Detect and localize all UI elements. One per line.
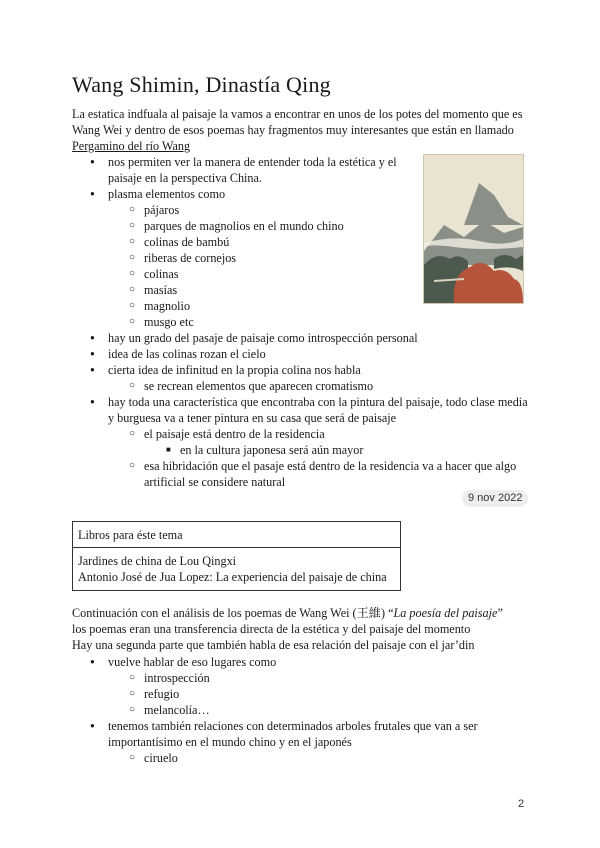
- list-item: ● hay toda una característica que encontraba con la pintura del paisaje, todo clase media: [72, 394, 542, 410]
- intro-paragraph: [72, 106, 532, 154]
- pergamino-link[interactable]: Pergamino del río Wang: [72, 139, 191, 153]
- list-item: ○ melancolía…: [72, 702, 542, 718]
- list-item: ○ colinas: [72, 266, 542, 282]
- list-item: ● nos permiten ver la manera de entender toda la estética y el: [72, 154, 542, 170]
- list-item: ○ pájaros: [72, 202, 542, 218]
- continuation-text: Continuación con el análisis de los poemas de Wang Wei (王維) “: [72, 606, 394, 620]
- list-item: ○ ciruelo: [72, 750, 542, 766]
- list-item: ● vuelve hablar de eso lugares como: [72, 654, 542, 670]
- list-item: ○ refugio: [72, 686, 542, 702]
- list-item: ● tenemos también relaciones con determinados arboles frutales que van a ser: [72, 718, 542, 734]
- books-table-body: [73, 548, 400, 590]
- bullet-list-main: [72, 154, 542, 490]
- poem-title: La poesía del paisaje: [393, 606, 498, 620]
- list-item: ○ colinas de bambú: [72, 234, 542, 250]
- list-item: y burguesa va a tener pintura en su casa que será de paisaje: [108, 411, 397, 425]
- list-item: ● idea de las colinas rozan el cielo: [72, 346, 542, 362]
- books-table: [72, 521, 401, 591]
- continuation-line: los poemas eran una transferencia directa de la estética y del paisaje del momento: [72, 622, 471, 636]
- list-item: ● plasma elementos como: [72, 186, 542, 202]
- list-item: artificial se considere natural: [144, 475, 286, 489]
- list-item: ■ en la cultura japonesa será aún mayor: [72, 442, 542, 458]
- books-table-header: Libros para éste tema: [73, 522, 400, 548]
- list-item: ○ musgo etc: [72, 314, 542, 330]
- list-item: importantísimo en el mundo chino y en el japonés: [108, 735, 352, 749]
- date-chip[interactable]: 9 nov 2022: [462, 490, 528, 507]
- book-entry: Jardines de china de Lou Qingxi: [78, 554, 237, 568]
- list-item: ● cierta idea de infinitud en la propia colina nos habla: [72, 362, 542, 378]
- page-title: Wang Shimin, Dinastía Qing: [72, 72, 331, 97]
- continuation-line: [72, 605, 542, 621]
- list-item: ○ esa hibridación que el pasaje está dentro de la residencia va a hacer que algo: [72, 458, 542, 474]
- continuation-line: Hay una segunda parte que también habla de esa relación del paisaje con el jar’din: [72, 638, 475, 652]
- list-item: ○ masías: [72, 282, 542, 298]
- list-item: ○ se recrean elementos que aparecen cromatismo: [72, 378, 542, 394]
- list-item: ○ introspección: [72, 670, 542, 686]
- list-item: ○ riberas de cornejos: [72, 250, 542, 266]
- book-entry: Antonio José de Jua Lopez: La experiencia del paisaje de china: [78, 570, 387, 584]
- list-item: ● hay un grado del pasaje de paisaje como introspección personal: [72, 330, 542, 346]
- list-item: ○ el paisaje está dentro de la residencia: [72, 426, 542, 442]
- page-number: 2: [518, 798, 525, 810]
- list-item: ○ parques de magnolios en el mundo chino: [72, 218, 542, 234]
- continuation-section: [72, 605, 542, 653]
- list-item: ○ magnolio: [72, 298, 542, 314]
- quote-close: ”: [497, 606, 503, 620]
- intro-text: La estatica indfuala al paisaje la vamos a encontrar en unos de los potes del momento que es Wang Wei y dentro de esos poemas hay fragmentos muy interesantes que están en llamado: [72, 107, 523, 137]
- bullet-list-secondary: [72, 654, 542, 766]
- list-item: paisaje en la perspectiva China.: [108, 171, 262, 185]
